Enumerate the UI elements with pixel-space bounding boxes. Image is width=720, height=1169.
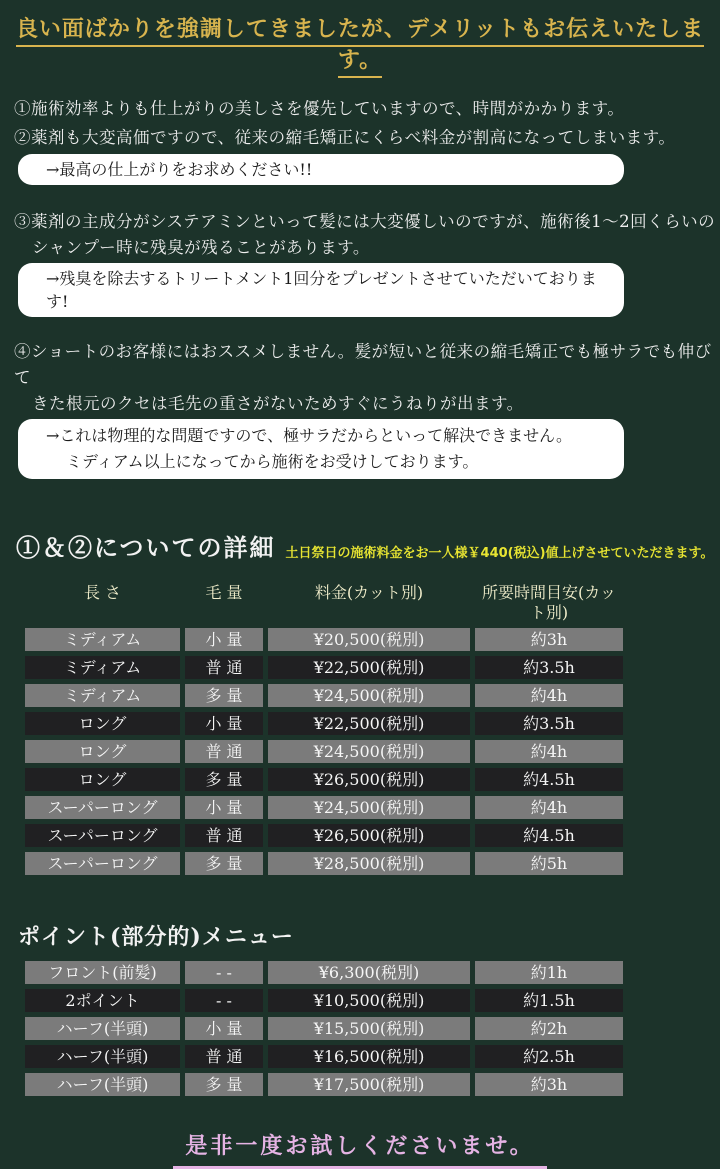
callout-box-3 bbox=[18, 263, 624, 317]
table-cell: 約4h bbox=[475, 796, 623, 819]
table-cell: ¥17,500(税別) bbox=[268, 1073, 470, 1096]
table-cell: 多 量 bbox=[185, 684, 263, 707]
table-cell: ロング bbox=[25, 740, 180, 763]
price-table bbox=[25, 628, 720, 875]
table-cell: - - bbox=[185, 989, 263, 1012]
callout-box-1 bbox=[18, 154, 624, 185]
callout-box-3-text: →残臭を除去するトリートメント1回分をプレゼントさせていただいております! bbox=[46, 269, 597, 311]
table-row bbox=[25, 712, 720, 735]
table-cell: 約5h bbox=[475, 852, 623, 875]
column-header-duration: 所要時間目安(カット別) bbox=[481, 583, 617, 622]
column-header-price: 料金(カット別) bbox=[314, 583, 424, 602]
table-row bbox=[25, 1045, 720, 1068]
table-cell: 約3.5h bbox=[475, 712, 623, 735]
table-cell: - - bbox=[185, 961, 263, 984]
footer-invitation-text: 是非一度お試しくださいませ。 bbox=[173, 1129, 546, 1169]
table-cell: 小 量 bbox=[185, 712, 263, 735]
table-row bbox=[25, 740, 720, 763]
table-cell: 多 量 bbox=[185, 768, 263, 791]
footer bbox=[0, 1129, 720, 1169]
table-cell: 約2.5h bbox=[475, 1045, 623, 1068]
table-cell: ¥22,500(税別) bbox=[268, 656, 470, 679]
table-cell: 小 量 bbox=[185, 1017, 263, 1040]
callout-box-4-line-2: ミディアム以上になってから施術をお受けしております。 bbox=[66, 452, 479, 471]
callout-box-4 bbox=[18, 419, 624, 479]
table-cell: ミディアム bbox=[25, 684, 180, 707]
table-cell: ¥24,500(税別) bbox=[268, 796, 470, 819]
table-cell: 約4h bbox=[475, 684, 623, 707]
table-cell: 約3h bbox=[475, 628, 623, 651]
table-row bbox=[25, 852, 720, 875]
demerit-item-3 bbox=[0, 209, 720, 261]
table-cell: 約4.5h bbox=[475, 824, 623, 847]
demerit-item-2: ②薬剤も大変高価ですので、従来の縮毛矯正にくらべ料金が割高になってしまいます。 bbox=[14, 128, 676, 147]
table-cell: 普 通 bbox=[185, 740, 263, 763]
table-cell: ハーフ(半頭) bbox=[25, 1045, 180, 1068]
table-row bbox=[25, 824, 720, 847]
table-cell: ¥16,500(税別) bbox=[268, 1045, 470, 1068]
table-cell: 約3.5h bbox=[475, 656, 623, 679]
demerit-item-4-line-2: きた根元のクセは毛先の重さがないためすぐにうねりが出ます。 bbox=[32, 394, 524, 413]
table-cell: ¥22,500(税別) bbox=[268, 712, 470, 735]
table-row bbox=[25, 989, 720, 1012]
price-table-header bbox=[25, 583, 720, 623]
table-cell: 約4.5h bbox=[475, 768, 623, 791]
table-cell: ミディアム bbox=[25, 628, 180, 651]
table-cell: スーパーロング bbox=[25, 852, 180, 875]
column-header-length: 長 さ bbox=[83, 583, 122, 602]
table-cell: 多 量 bbox=[185, 1073, 263, 1096]
table-cell: フロント(前髪) bbox=[25, 961, 180, 984]
table-cell: ハーフ(半頭) bbox=[25, 1073, 180, 1096]
demerit-item-3-line-1: ③薬剤の主成分がシステアミンといって髪には大変優しいのですが、施術後1～2回くらいの bbox=[14, 212, 716, 231]
table-cell: スーパーロング bbox=[25, 824, 180, 847]
table-cell: 約4h bbox=[475, 740, 623, 763]
table-cell: ¥20,500(税別) bbox=[268, 628, 470, 651]
table-cell: 普 通 bbox=[185, 824, 263, 847]
table-cell: ¥6,300(税別) bbox=[268, 961, 470, 984]
table-row bbox=[25, 796, 720, 819]
table-cell: ¥10,500(税別) bbox=[268, 989, 470, 1012]
table-cell: ¥24,500(税別) bbox=[268, 740, 470, 763]
demerit-item-4-line-1: ④ショートのお客様にはおススメしません。髪が短いと従来の縮毛矯正でも極サラでも伸びて bbox=[14, 342, 712, 387]
table-cell: 普 通 bbox=[185, 1045, 263, 1068]
table-cell: ロング bbox=[25, 768, 180, 791]
page bbox=[0, 12, 720, 1169]
table-cell: スーパーロング bbox=[25, 796, 180, 819]
table-cell: ロング bbox=[25, 712, 180, 735]
table-cell: 小 量 bbox=[185, 628, 263, 651]
table-cell: 小 量 bbox=[185, 796, 263, 819]
table-cell: ¥28,500(税別) bbox=[268, 852, 470, 875]
table-row bbox=[25, 628, 720, 651]
table-cell: ¥26,500(税別) bbox=[268, 768, 470, 791]
column-header-volume: 毛 量 bbox=[205, 583, 243, 602]
table-cell: 多 量 bbox=[185, 852, 263, 875]
table-cell: ¥24,500(税別) bbox=[268, 684, 470, 707]
demerit-item-4 bbox=[0, 339, 720, 417]
demerit-item-3-line-2: シャンプー時に残臭が残ることがあります。 bbox=[32, 238, 370, 257]
table-row bbox=[25, 656, 720, 679]
point-menu-heading: ポイント(部分的)メニュー bbox=[18, 924, 294, 950]
table-cell: 約3h bbox=[475, 1073, 623, 1096]
page-title bbox=[0, 12, 720, 74]
table-cell: 約2h bbox=[475, 1017, 623, 1040]
table-cell: 約1h bbox=[475, 961, 623, 984]
table-cell: ハーフ(半頭) bbox=[25, 1017, 180, 1040]
table-cell: ミディアム bbox=[25, 656, 180, 679]
callout-box-1-text: →最高の仕上がりをお求めください!! bbox=[46, 160, 313, 179]
detail-section-header bbox=[16, 531, 720, 565]
table-row bbox=[25, 1073, 720, 1096]
detail-section-heading: ①＆②についての詳細 bbox=[16, 533, 276, 562]
table-row bbox=[25, 684, 720, 707]
table-row bbox=[25, 961, 720, 984]
table-cell: ¥26,500(税別) bbox=[268, 824, 470, 847]
table-row bbox=[25, 768, 720, 791]
demerit-item-1: ①施術効率よりも仕上がりの美しさを優先していますので、時間がかかります。 bbox=[14, 99, 625, 118]
table-cell: 普 通 bbox=[185, 656, 263, 679]
point-menu-table bbox=[25, 961, 720, 1096]
weekend-surcharge-note: 土日祭日の施術料金をお一人様￥440(税込)値上げさせていただきます。 bbox=[285, 545, 714, 561]
table-cell: ¥15,500(税別) bbox=[268, 1017, 470, 1040]
table-row bbox=[25, 1017, 720, 1040]
table-cell: 約1.5h bbox=[475, 989, 623, 1012]
callout-box-4-line-1: →これは物理的な問題ですので、極サラだからといって解決できません。 bbox=[46, 426, 573, 445]
table-cell: 2ポイント bbox=[25, 989, 180, 1012]
page-title-text: 良い面ばかりを強調してきましたが、デメリットもお伝えいたします。 bbox=[16, 16, 704, 78]
